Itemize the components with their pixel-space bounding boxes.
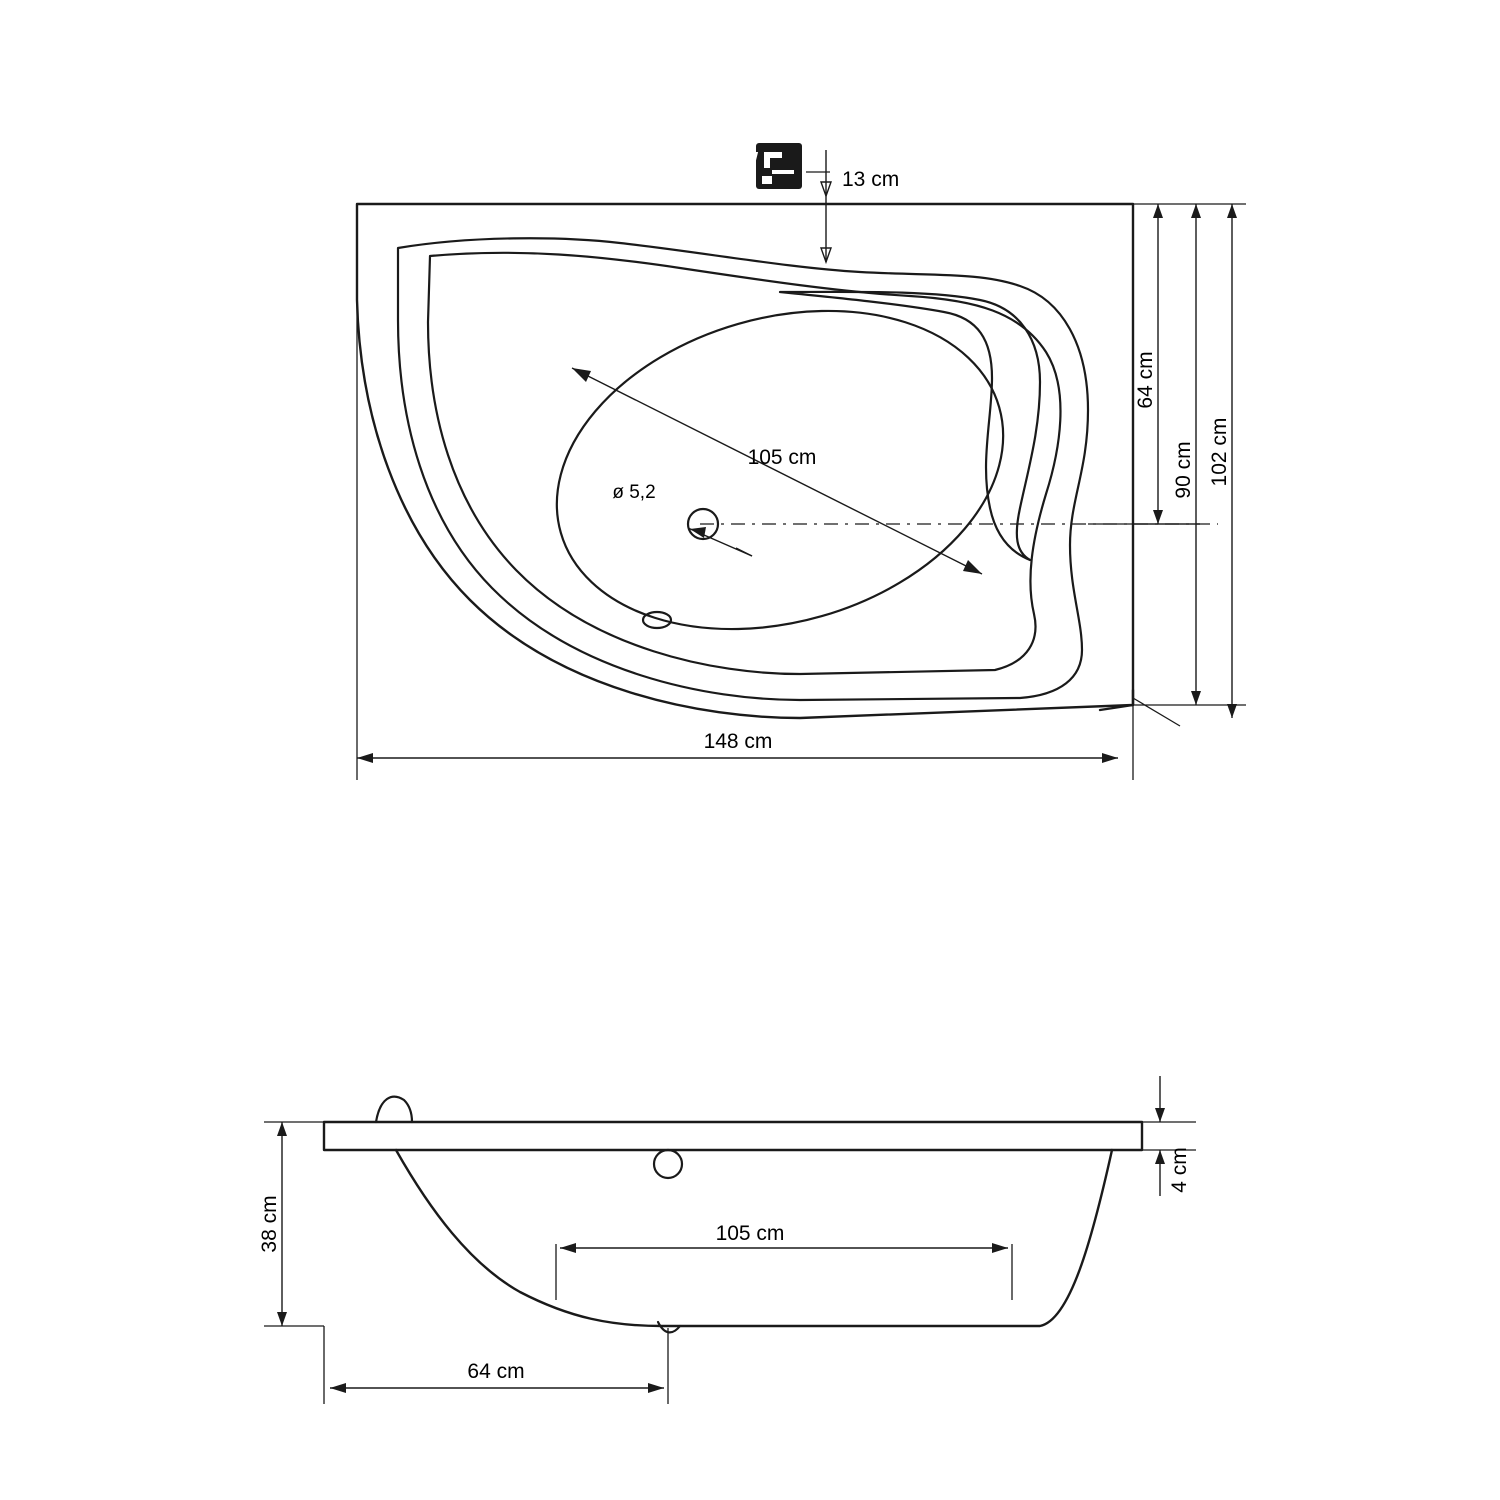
dim-total-height-label: 38 cm xyxy=(258,1195,281,1253)
tub-headrest-curve xyxy=(780,292,1040,560)
dim-basin-depth-label: 64 cm xyxy=(1134,351,1157,409)
side-rim-nub xyxy=(376,1097,412,1122)
side-rim-slab xyxy=(324,1122,1142,1150)
dim-slope-length-label: 64 cm xyxy=(467,1360,525,1383)
side-bottom-notch xyxy=(658,1322,680,1332)
dim-inner-length xyxy=(556,1222,1012,1300)
dim-vertical-stack xyxy=(1088,204,1246,726)
dim-rim-thickness xyxy=(1155,1076,1191,1196)
side-drain-hole xyxy=(654,1150,682,1178)
top-view-group xyxy=(357,143,1246,780)
tub-basin-ellipse xyxy=(519,261,1041,679)
dim-slope-length xyxy=(324,1326,668,1404)
dim-diagonal-length-label: 105 cm xyxy=(747,446,817,469)
dim-inner-depth-label: 90 cm xyxy=(1172,441,1195,499)
dim-rim-thickness-label: 4 cm xyxy=(1168,1147,1191,1193)
side-view-group xyxy=(258,1076,1196,1404)
dim-faucet-offset xyxy=(806,150,899,262)
dim-inner-length-label: 105 cm xyxy=(715,1222,785,1245)
dim-overall-width-label: 148 cm xyxy=(703,730,773,753)
faucet-icon xyxy=(746,143,802,189)
dim-overall-depth-label: 102 cm xyxy=(1208,417,1231,487)
dim-drain-diameter-label: ø 5,2 xyxy=(612,482,656,503)
tub-bowl-edge xyxy=(428,253,1060,674)
tub-outer-outline xyxy=(357,204,1133,718)
dim-drain-diameter xyxy=(612,482,752,556)
dim-faucet-offset-label: 13 cm xyxy=(842,168,900,191)
dim-diagonal-length xyxy=(572,368,982,574)
dim-total-height xyxy=(258,1122,287,1326)
overflow-slot xyxy=(643,612,671,628)
